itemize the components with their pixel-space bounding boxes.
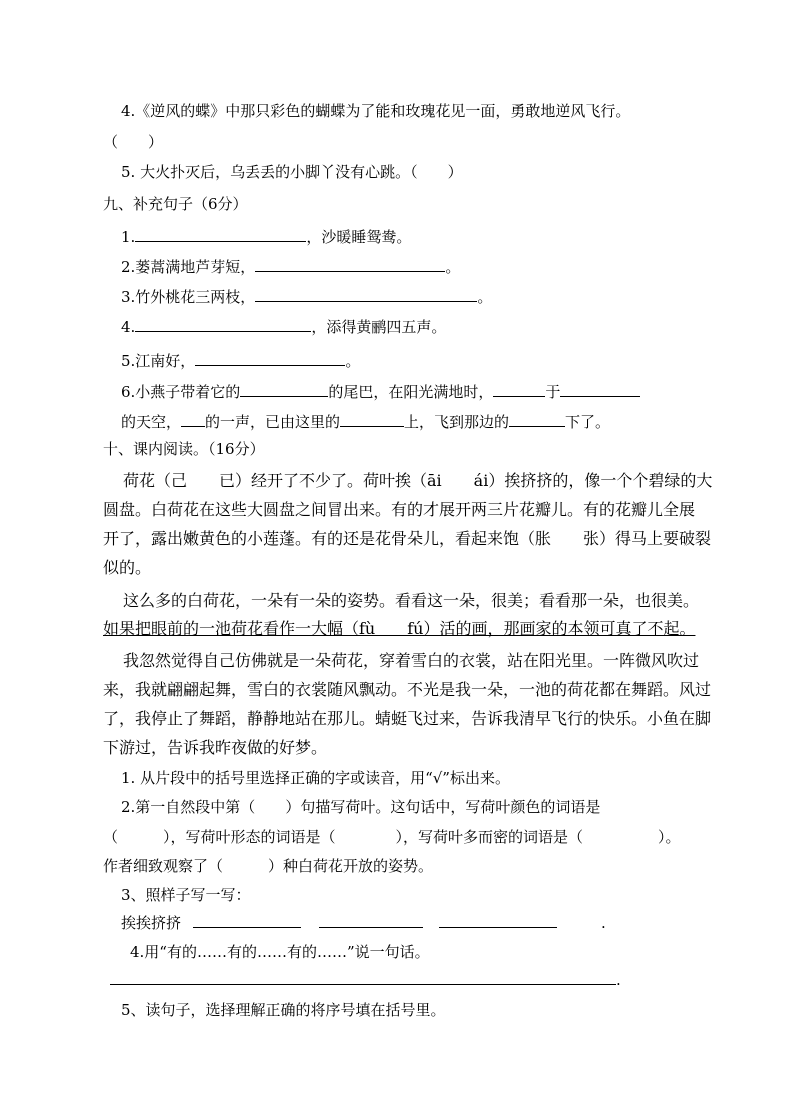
blank-5[interactable] bbox=[195, 351, 345, 366]
blank-6a[interactable] bbox=[240, 382, 328, 397]
reading-q2-l3: 作者细致观察了（ ）种白荷花开放的姿势。 bbox=[103, 857, 434, 875]
blank-6f[interactable] bbox=[509, 412, 565, 427]
judge-q4: 4.《逆风的蝶》中那只彩色的蝴蝶为了能和玫瑰花见一面，勇敢地逆风飞行。 bbox=[121, 102, 631, 120]
blank-4[interactable] bbox=[135, 317, 311, 332]
passage-p1-l1: 荷花（己 已）经开了不少了。荷叶挨（āi ái）挨挤挤的，像一个个碧绿的大 bbox=[123, 471, 713, 490]
passage-p1-l3: 开了，露出嫩黄色的小莲蓬。有的还是花骨朵儿，看起来饱（胀 张）得马上要破裂 bbox=[103, 529, 712, 548]
reading-q4-answer-row: . bbox=[110, 970, 621, 990]
judge-q4-paren[interactable]: （ ） bbox=[103, 133, 164, 151]
section9-title: 九、补充句子（6分） bbox=[103, 195, 248, 213]
reading-q2-l2: （ ），写荷叶形态的词语是（ ），写荷叶多而密的词语是（ ）。 bbox=[103, 828, 681, 846]
passage-p3-l2: 来，我就翩翩起舞，雪白的衣裳随风飘动。不光是我一朵，一池的荷花都在舞蹈。风过 bbox=[103, 680, 712, 699]
reading-q3-row: 挨挨挤挤 . bbox=[121, 914, 606, 932]
passage-p3-l1: 我忽然觉得自己仿佛就是一朵荷花，穿着雪白的衣裳，站在阳光里。一阵微风吹过 bbox=[123, 651, 700, 670]
blank-2[interactable] bbox=[255, 257, 445, 272]
reading-q5: 5、读句子，选择理解正确的将序号填在括号里。 bbox=[121, 1001, 446, 1019]
reading-q1: 1. 从片段中的括号里选择正确的字或读音，用“√”标出来。 bbox=[121, 769, 510, 787]
blank-3[interactable] bbox=[255, 287, 477, 302]
reading-q2-l1: 2.第一自然段中第（ ）句描写荷叶。这句话中，写荷叶颜色的词语是 bbox=[121, 798, 601, 816]
sentence-3: 3.竹外桃花三两枝， 。 bbox=[121, 288, 493, 306]
sentence-6a: 6.小燕子带着它的 的尾巴，在阳光满地时， 于 bbox=[121, 382, 640, 402]
sentence-5: 5.江南好， 。 bbox=[121, 352, 361, 370]
blank-6d[interactable] bbox=[181, 412, 205, 427]
sentence-6b: 的天空， 的一声，已由这里的 上，飞到那边的 下了。 bbox=[121, 413, 611, 431]
blank-q3-3[interactable] bbox=[439, 913, 557, 928]
blank-6c[interactable] bbox=[560, 382, 640, 397]
section10-title: 十、课内阅读。（16分） bbox=[103, 440, 265, 458]
passage-p2-l2-underlined: 如果把眼前的一池荷花看作一大幅（fù fú）活的画，那画家的本领可真了不起。 bbox=[103, 619, 696, 638]
blank-q4[interactable] bbox=[110, 970, 616, 985]
blank-6b[interactable] bbox=[493, 382, 545, 397]
sentence-1: 1. ，沙暖睡鸳鸯。 bbox=[121, 228, 412, 246]
blank-1[interactable] bbox=[135, 227, 306, 242]
reading-q4: 4.用“有的……有的……有的……”说一句话。 bbox=[130, 943, 430, 961]
passage-p3-l3: 了，我停止了舞蹈，静静地站在那儿。蜻蜓飞过来，告诉我清早飞行的快乐。小鱼在脚 bbox=[103, 709, 712, 728]
passage-p3-l4: 下游过，告诉我昨夜做的好梦。 bbox=[103, 738, 328, 757]
sentence-2: 2.蒌蒿满地芦芽短， 。 bbox=[121, 258, 461, 276]
blank-q3-2[interactable] bbox=[319, 913, 423, 928]
passage-p1-l2: 圆盘。白荷花在这些大圆盘之间冒出来。有的才展开两三片花瓣儿。有的花瓣儿全展 bbox=[103, 500, 696, 519]
judge-q5: 5. 大火扑灭后，乌丢丢的小脚丫没有心跳。（ ） bbox=[121, 163, 463, 181]
reading-q3-title: 3、照样子写一写： bbox=[121, 886, 251, 904]
sentence-4: 4. ，添得黄鹂四五声。 bbox=[121, 318, 447, 336]
blank-q3-1[interactable] bbox=[193, 913, 301, 928]
passage-p1-l4: 似的。 bbox=[103, 558, 152, 577]
blank-6e[interactable] bbox=[340, 412, 404, 427]
passage-p2-l1: 这么多的白荷花，一朵有一朵的姿势。看看这一朵，很美；看看那一朵，也很美。 bbox=[123, 591, 700, 610]
